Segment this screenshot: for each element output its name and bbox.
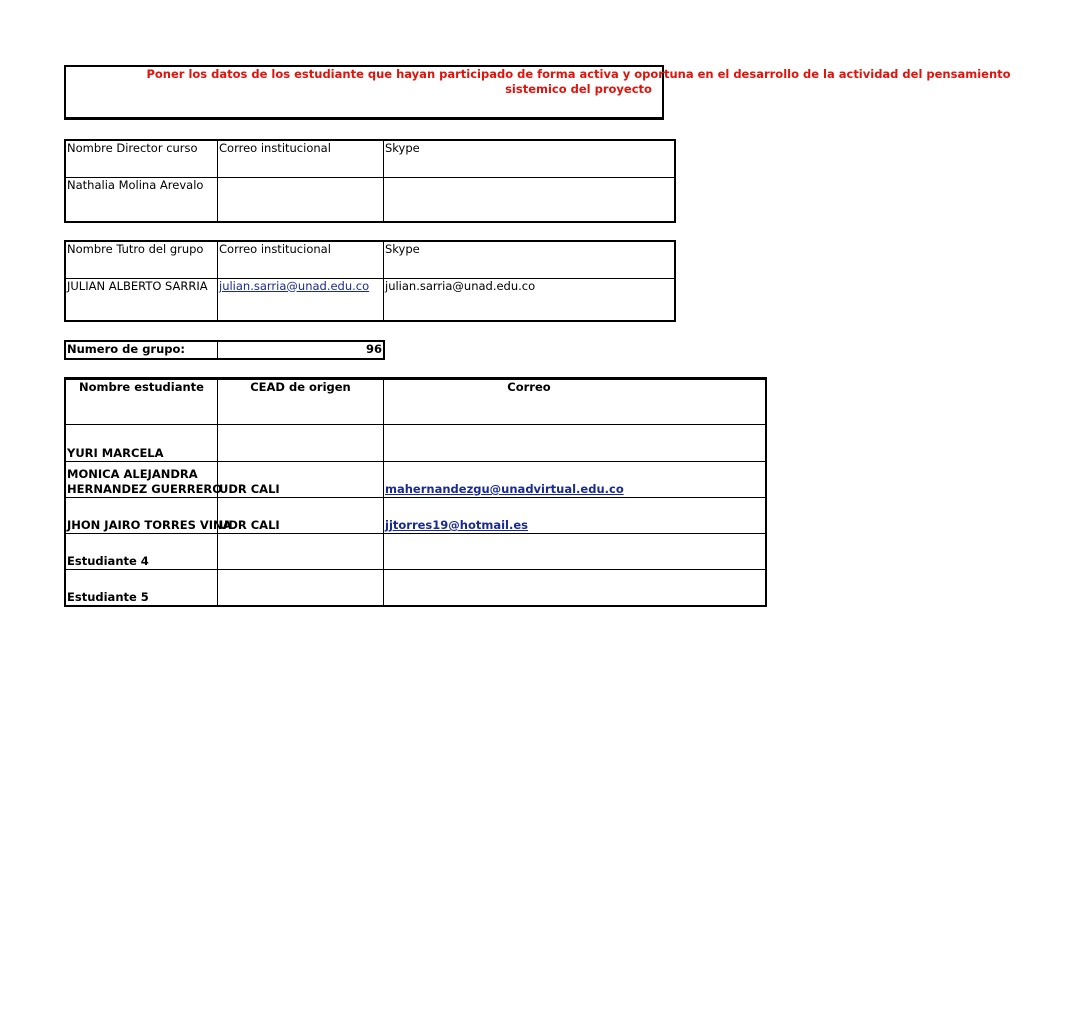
group-number-value: 96	[218, 341, 385, 359]
tutor-email-cell	[218, 278, 384, 321]
students-header-cead: CEAD de origen	[218, 379, 384, 425]
director-table	[64, 139, 676, 223]
student-3-cead: UDR CALI	[218, 498, 384, 534]
student-1-email	[384, 425, 767, 462]
student-2-name	[65, 462, 223, 498]
students-table	[64, 377, 767, 607]
tutor-header-name: Nombre Tutro del grupo	[65, 241, 218, 278]
director-header-skype: Skype	[384, 140, 676, 177]
student-3-name: JHON JAIRO TORRES VINA	[65, 498, 218, 534]
student-3-email-link[interactable]: jjtorres19@hotmail.es	[385, 518, 528, 532]
tutor-email-link[interactable]: julian.sarria@unad.edu.co	[219, 278, 370, 293]
student-5-cead	[218, 570, 384, 606]
student-5-email	[384, 570, 767, 606]
student-4-name: Estudiante 4	[65, 534, 218, 570]
students-header-name: Nombre estudiante	[65, 379, 218, 425]
group-number-table	[64, 340, 385, 360]
group-number-label: Numero de grupo:	[65, 341, 218, 359]
director-header-name: Nombre Director curso	[65, 140, 218, 177]
tutor-header-email: Correo institucional	[218, 241, 384, 278]
instructions-text	[66, 67, 1091, 97]
tutor-table	[64, 240, 676, 322]
student-5-name: Estudiante 5	[65, 570, 218, 606]
instructions-line-1: Poner los datos de los estudiante que hayan participado de forma activa y oportuna en el desarrollo de la actividad del pensamiento	[146, 67, 1011, 81]
director-header-email: Correo institucional	[218, 140, 384, 177]
student-2-email-cell	[384, 462, 767, 498]
student-2-cead: UDR CALI	[218, 462, 384, 498]
tutor-skype: julian.sarria@unad.edu.co	[384, 278, 676, 321]
director-skype	[384, 177, 676, 222]
students-header-email: Correo	[384, 379, 767, 425]
student-1-cead	[218, 425, 384, 462]
instructions-line-2: sistemico del proyecto	[505, 82, 652, 96]
tutor-header-skype: Skype	[384, 241, 676, 278]
student-4-cead	[218, 534, 384, 570]
student-2-email-link[interactable]: mahernandezgu@unadvirtual.edu.co	[385, 482, 624, 496]
student-1-name: YURI MARCELA	[65, 425, 218, 462]
student-2-name-line-2: HERNANDEZ GUERRERO	[67, 482, 223, 496]
instructions-box	[64, 65, 1011, 120]
student-4-email	[384, 534, 767, 570]
student-3-email-cell	[384, 498, 767, 534]
director-name: Nathalia Molina Arevalo	[65, 177, 218, 222]
director-email	[218, 177, 384, 222]
student-2-name-line-1: MONICA ALEJANDRA	[67, 467, 198, 481]
tutor-name: JULIAN ALBERTO SARRIA	[65, 278, 218, 321]
